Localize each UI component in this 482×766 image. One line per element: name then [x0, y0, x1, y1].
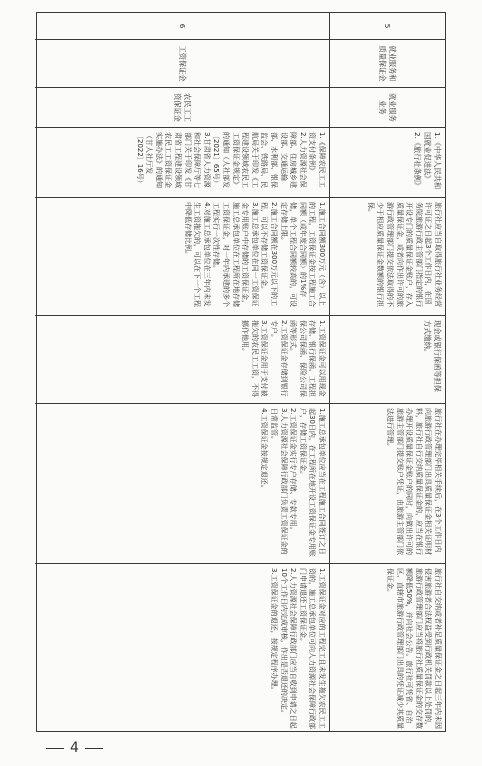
note-cell: 1.施工总承包单位应当在工程施工合同签订之日起30日内，在工程所在地开设工资保证金专用账户，存储工资保证金。 2.工资保证金实行专户存储、专款专用。 3.人力资源社会保障行政部门负责工资保证金的日常监管。 4.工资保证金按规定退还。	[35, 403, 329, 563]
method-cell: 现金或银行保函等担保方式缴纳。	[330, 315, 445, 403]
procedure-cell: 旅行社自交纳或者补足质量保证金之日起三年内未因侵害旅游者合法权益受到行政机关罚款以上处罚的，旅游行政管理部门应当将旅行社质量保证金的交存数额降低50%，并向社会公告。旅行社可凭省、自治区、直辖市旅游行政管理部门出具的凭证减少其质量保证金。	[330, 563, 445, 733]
procedure-cell: 1.工资保证金对应的工程完工且未发生拖欠农民工工资的，施工总承包单位可向人力资源社会保障行政部门申请退还工资保证金。 2.人力资源社会保障行政部门应当自收到申请之日起10个工作日内完成审核，作出是否退还的决定。 3.工资保证金的退还，按规定程序办理。	[35, 563, 329, 733]
deposit-table	[36, 12, 446, 732]
footer-dash-right	[85, 748, 103, 749]
page-number: 4	[70, 740, 79, 756]
basis-cell: 1.《保障农民工工资支付条例》 2.人力资源社会保障部、住房城乡建设部、交通运输部、水利部、银保监会、铁路局、民航局关于印发《工程建设领域农民工工资保证金规定》的通知（人社部发〔2021〕65号） 3.甘肃省人力资源和社会保障厅等七部门关于印发《甘肃省工程建设领域农民工工资保证金实施办法》的通知（甘人社厅发〔2022〕16号）	[35, 127, 329, 197]
note-cell: 旅行社在办理完毕相关手续后，在3个工作日内向旅游行政管理部门出具质量保证金相关证明材料，旅行社自行交纳质量保证金的，应当在银行办理开设质量保证金账户的同时，向做出许可的旅游主管部门提交账户凭证，由旅游主管部门依法进行管理。	[330, 403, 445, 563]
method-cell: 1.工资保证金可以用现金存储、银行保函、工程担保公司保函、保险公司保函等形式。 2.工资保证金存储到银行专户。 3.工资保证金用于支付被拖欠的农民工工资，不得挪作他用。	[35, 315, 329, 403]
footer-dash-left	[46, 748, 64, 749]
rotated-table	[36, 12, 446, 732]
page-footer	[40, 740, 109, 756]
row-number: 5	[383, 23, 393, 29]
content-cell: 旅行社应当自取得旅行社业务经营许可证之日起3个工作日内，在国务院旅游行政主管部门指定的银行开设专门的质量保证金账户，存入质量保证金，或者向作出许可的旅游行政管理部门提交依法取得的不少于相应质量保证金数额的银行担保。	[330, 197, 445, 315]
row-number: 6	[178, 23, 187, 29]
basis-cell: 1.《中华人民共和国就业促进法》 2.《旅行社条例》	[330, 127, 445, 197]
table-row	[330, 13, 445, 731]
category-cell: 工资保证金	[35, 39, 329, 87]
table-row	[35, 13, 330, 731]
category-cell: 就业服务和质量保证金	[330, 39, 445, 87]
subcategory-cell: 就业服务业务	[330, 87, 445, 127]
content-cell: 1.施工合同额300万元（含）以上的工程，工资保证金按工程施工合同额（或年度合同额）的1%存储，单个工程合同额较高的，可设定存储上限。 2.施工合同额在300万元以下的工程，可以不存储工资保证金。 3.施工总承包单位在同一工资保证金专用账户中存储的工资保证金，施工总承包单位在工程所在地存储工资保证金，对一年内承建的多个工程实行一次性存储。 4.对施工总承包单位在三年内未发生工资拖欠的，可以在下一个工程中降低存储比例。	[35, 197, 329, 315]
subcategory-cell: 农民工工资保证金	[35, 87, 329, 127]
